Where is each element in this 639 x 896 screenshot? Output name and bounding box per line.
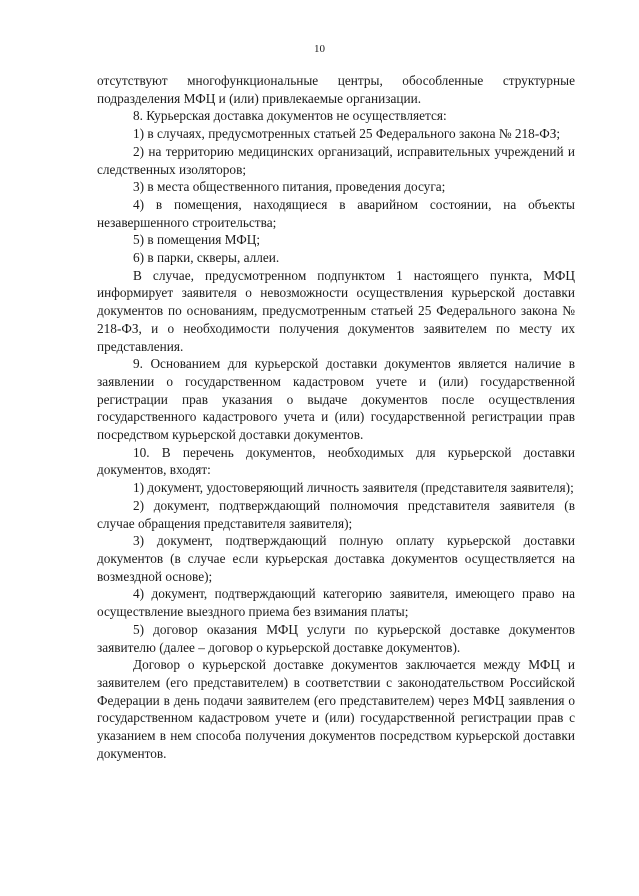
paragraph: отсутствуют многофункциональные центры, обособленные структурные подразделения МФЦ и (или) привлекаемые организации. [97, 73, 575, 106]
paragraph: 3) в места общественного питания, проведения досуга; [133, 179, 446, 195]
paragraph: 2) на территорию медицинских организаций, исправительных учреждений и следственных изоляторов; [97, 143, 575, 177]
paragraph: 1) в случаях, предусмотренных статьей 25 Федерального закона № 218-ФЗ; [133, 126, 561, 142]
paragraph: 1) документ, удостоверяющий личность заявителя (представителя заявителя); [133, 480, 574, 496]
paragraph: 9. Основанием для курьерской доставки документов является наличие в заявлении о государственном кадастровом учете и (или) государственной регистрации прав указания о выдаче документов после осуществления государственного кадастрового учета и (или) государственной регистрации прав посредством курьерской доставки документов. [97, 356, 575, 443]
paragraph: 4) документ, подтверждающий категорию заявителя, имеющего право на осуществление выездного приема без взимания платы; [97, 586, 575, 620]
document-body [97, 72, 575, 762]
paragraph: 6) в парки, скверы, аллеи. [133, 250, 280, 266]
paragraph: 10. В перечень документов, необходимых для курьерской доставки документов, входят: [97, 444, 575, 478]
paragraph: Договор о курьерской доставке документов заключается между МФЦ и заявителем (его представителем) в соответствии с законодательством Российской Федерации в день подачи заявителем (его представителем) через МФЦ заявления о государственном кадастровом учете и (или) государственной регистрации прав с указанием в нем способа получения документов посредством курьерской доставки документов. [97, 657, 575, 761]
paragraph: 2) документ, подтверждающий полномочия представителя заявителя (в случае обращения представителя заявителя); [97, 497, 575, 531]
paragraph: В случае, предусмотренном подпунктом 1 настоящего пункта, МФЦ информирует заявителя о невозможности осуществления курьерской доставки документов по основаниям, предусмотренным статьей 25 Федерального закона № 218-ФЗ, и о необходимости получения документов заявителем по месту их представления. [97, 267, 575, 354]
paragraph: 3) документ, подтверждающий полную оплату курьерской доставки документов (в случае если курьерская доставка документов осуществляется на возмездной основе); [97, 533, 575, 584]
page-number: 10 [314, 43, 325, 55]
paragraph: 5) в помещения МФЦ; [133, 232, 261, 248]
paragraph: 4) в помещения, находящиеся в аварийном состоянии, на объекты незавершенного строительства; [97, 196, 575, 230]
paragraph: 5) договор оказания МФЦ услуги по курьерской доставке документов заявителю (далее – договор о курьерской доставке документов). [97, 621, 575, 655]
paragraph: 8. Курьерская доставка документов не осуществляется: [133, 108, 447, 124]
